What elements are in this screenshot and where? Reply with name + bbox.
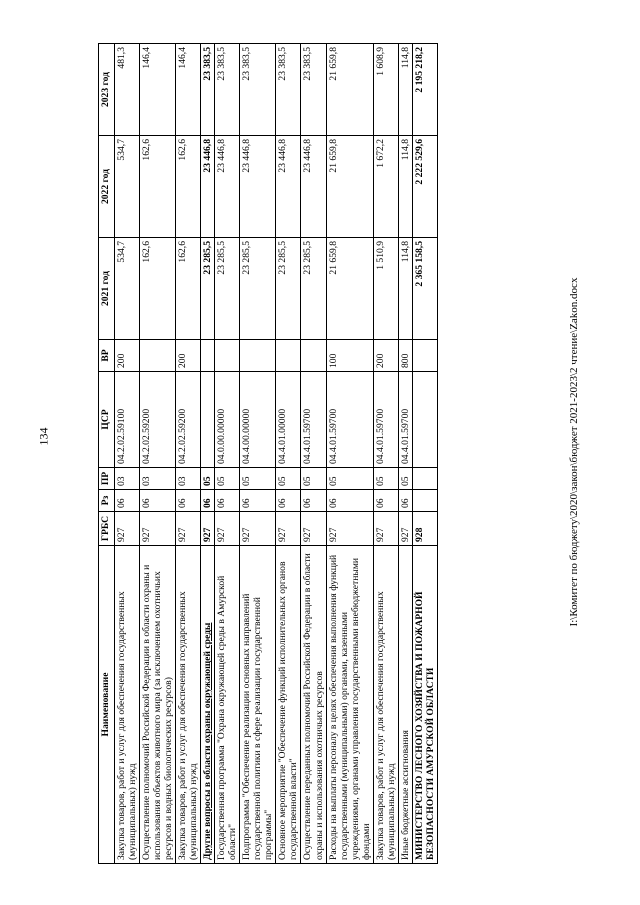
row-vr	[140, 340, 176, 372]
row-amount-2023: 114,8	[398, 44, 412, 136]
header-pr: ПР	[99, 468, 115, 490]
row-grbs: 927	[301, 512, 326, 546]
rotated-page-area	[98, 44, 568, 864]
row-amount-2022: 162,6	[176, 136, 201, 238]
row-name: Государственная программа "Охрана окружающей среды в Амурской области"	[215, 546, 240, 864]
row-amount-2021: 23 285,5	[201, 238, 215, 340]
row-amount-2023: 23 383,5	[201, 44, 215, 136]
row-pr: 03	[140, 468, 176, 490]
row-name: Основное мероприятие "Обеспечение функций исполнительных органов государственной власти"	[276, 546, 301, 864]
row-rz	[412, 490, 437, 512]
row-name: Иные бюджетные ассигнования	[398, 546, 412, 864]
row-csr: 04.4.01.59700	[326, 372, 373, 468]
header-vr: ВР	[99, 340, 115, 372]
row-rz: 06	[140, 490, 176, 512]
table-row	[176, 44, 201, 864]
row-vr	[215, 340, 240, 372]
row-grbs: 927	[398, 512, 412, 546]
row-vr	[412, 340, 437, 372]
row-name: МИНИСТЕРСТВО ЛЕСНОГО ХОЗЯЙСТВА И ПОЖАРНОЙ БЕЗОПАСНОСТИ АМУРСКОЙ ОБЛАСТИ	[412, 546, 437, 864]
page-number: 134	[36, 427, 51, 446]
row-rz: 06	[176, 490, 201, 512]
row-amount-2022: 534,7	[115, 136, 140, 238]
row-pr: 03	[176, 468, 201, 490]
row-vr: 800	[398, 340, 412, 372]
row-csr	[412, 372, 437, 468]
table-row	[115, 44, 140, 864]
row-amount-2021: 23 285,5	[276, 238, 301, 340]
row-vr	[276, 340, 301, 372]
row-name: Подпрограмма "Обеспечение реализации основных направлений государственной политики в сфере реализации государственной программы"	[240, 546, 276, 864]
table-row	[412, 44, 437, 864]
row-rz: 06	[373, 490, 398, 512]
budget-table	[98, 43, 438, 864]
row-vr	[201, 340, 215, 372]
row-amount-2023: 23 383,5	[215, 44, 240, 136]
row-grbs: 927	[373, 512, 398, 546]
row-name: Осуществление переданных полномочий Российской Федерации в области охраны и использования охотничьих ресурсов	[301, 546, 326, 864]
row-amount-2021: 114,8	[398, 238, 412, 340]
row-name: Закупка товаров, работ и услуг для обеспечения государственных (муниципальных) нужд	[115, 546, 140, 864]
row-vr: 200	[373, 340, 398, 372]
row-csr: 04.2.02.59100	[115, 372, 140, 468]
row-pr	[412, 468, 437, 490]
header-csr: ЦСР	[99, 372, 115, 468]
table-row	[201, 44, 215, 864]
row-pr: 03	[115, 468, 140, 490]
row-csr: 04.0.00.00000	[215, 372, 240, 468]
row-pr: 05	[301, 468, 326, 490]
table-row	[301, 44, 326, 864]
row-amount-2022: 21 659,8	[326, 136, 373, 238]
row-pr: 05	[215, 468, 240, 490]
row-amount-2022: 23 446,8	[276, 136, 301, 238]
row-grbs: 927	[201, 512, 215, 546]
row-vr: 200	[115, 340, 140, 372]
row-amount-2022: 23 446,8	[240, 136, 276, 238]
row-amount-2021: 534,7	[115, 238, 140, 340]
row-grbs: 927	[215, 512, 240, 546]
row-pr: 05	[326, 468, 373, 490]
row-amount-2021: 162,6	[176, 238, 201, 340]
row-amount-2021: 1 510,9	[373, 238, 398, 340]
row-amount-2023: 23 383,5	[301, 44, 326, 136]
row-amount-2023: 2 195 218,2	[412, 44, 437, 136]
table-row	[215, 44, 240, 864]
row-rz: 06	[240, 490, 276, 512]
row-pr: 05	[201, 468, 215, 490]
row-amount-2022: 2 222 529,6	[412, 136, 437, 238]
row-grbs: 927	[176, 512, 201, 546]
row-amount-2022: 23 446,8	[201, 136, 215, 238]
row-csr: 04.4.01.59700	[301, 372, 326, 468]
row-rz: 06	[201, 490, 215, 512]
row-pr: 05	[276, 468, 301, 490]
row-csr: 04.4.01.59700	[398, 372, 412, 468]
table-header-row	[99, 44, 115, 864]
row-pr: 05	[398, 468, 412, 490]
row-rz: 06	[301, 490, 326, 512]
row-rz: 06	[215, 490, 240, 512]
row-amount-2023: 23 383,5	[276, 44, 301, 136]
row-rz: 06	[398, 490, 412, 512]
row-amount-2021: 162,6	[140, 238, 176, 340]
row-name: Закупка товаров, работ и услуг для обеспечения государственных (муниципальных) нужд	[176, 546, 201, 864]
row-amount-2021: 23 285,5	[301, 238, 326, 340]
row-amount-2023: 481,3	[115, 44, 140, 136]
row-csr	[201, 372, 215, 468]
table-row	[326, 44, 373, 864]
header-name: Наименование	[99, 546, 115, 864]
row-csr: 04.2.02.59200	[140, 372, 176, 468]
header-2021: 2021 год	[99, 238, 115, 340]
row-amount-2022: 23 446,8	[215, 136, 240, 238]
row-amount-2021: 21 659,8	[326, 238, 373, 340]
row-amount-2023: 21 659,8	[326, 44, 373, 136]
row-rz: 06	[276, 490, 301, 512]
table-row	[276, 44, 301, 864]
table-body	[115, 44, 438, 864]
rotated-table-wrapper	[98, 44, 568, 864]
table-row	[373, 44, 398, 864]
row-amount-2021: 23 285,5	[240, 238, 276, 340]
row-name: Закупка товаров, работ и услуг для обеспечения государственных (муниципальных) нужд	[373, 546, 398, 864]
header-2022: 2022 год	[99, 136, 115, 238]
row-pr: 05	[240, 468, 276, 490]
row-name: Другие вопросы в области охраны окружающей среды	[201, 546, 215, 864]
table-row	[140, 44, 176, 864]
row-amount-2022: 1 672,2	[373, 136, 398, 238]
row-name: Расходы на выплаты персоналу в целях обеспечения выполнения функций государственными (муниципальными) органами, казенными учреждениями, органами управления государственными внебюджетными фондами	[326, 546, 373, 864]
row-rz: 06	[326, 490, 373, 512]
table-row	[398, 44, 412, 864]
header-rz: Рз	[99, 490, 115, 512]
row-vr: 200	[176, 340, 201, 372]
row-grbs: 927	[140, 512, 176, 546]
row-csr: 04.4.01.00000	[276, 372, 301, 468]
header-2023: 2023 год	[99, 44, 115, 136]
row-vr	[301, 340, 326, 372]
row-csr: 04.2.02.59200	[176, 372, 201, 468]
row-amount-2023: 146,4	[176, 44, 201, 136]
row-grbs: 927	[240, 512, 276, 546]
row-csr: 04.4.00.00000	[240, 372, 276, 468]
row-vr	[240, 340, 276, 372]
row-grbs: 927	[276, 512, 301, 546]
row-amount-2022: 23 446,8	[301, 136, 326, 238]
header-grbs: ГРБС	[99, 512, 115, 546]
row-amount-2023: 23 383,5	[240, 44, 276, 136]
row-amount-2021: 2 365 158,5	[412, 238, 437, 340]
file-path-text: I:\Комитет по бюджету\2020\закон\бюджет 2021-2023\2 чтение\Zakon.docx	[568, 277, 580, 627]
row-amount-2022: 162,6	[140, 136, 176, 238]
row-grbs: 927	[115, 512, 140, 546]
row-amount-2022: 114,8	[398, 136, 412, 238]
table-row	[240, 44, 276, 864]
row-csr: 04.4.01.59700	[373, 372, 398, 468]
row-grbs: 927	[326, 512, 373, 546]
row-vr: 100	[326, 340, 373, 372]
row-grbs: 928	[412, 512, 437, 546]
row-amount-2021: 23 285,5	[215, 238, 240, 340]
row-amount-2023: 1 608,9	[373, 44, 398, 136]
row-amount-2023: 146,4	[140, 44, 176, 136]
row-pr: 05	[373, 468, 398, 490]
row-rz: 06	[115, 490, 140, 512]
row-name: Осуществление полномочий Российской Федерации в области охраны и использования объектов животного мира (за исключением охотничьих ресурсов и водных биологических ресурсов)	[140, 546, 176, 864]
